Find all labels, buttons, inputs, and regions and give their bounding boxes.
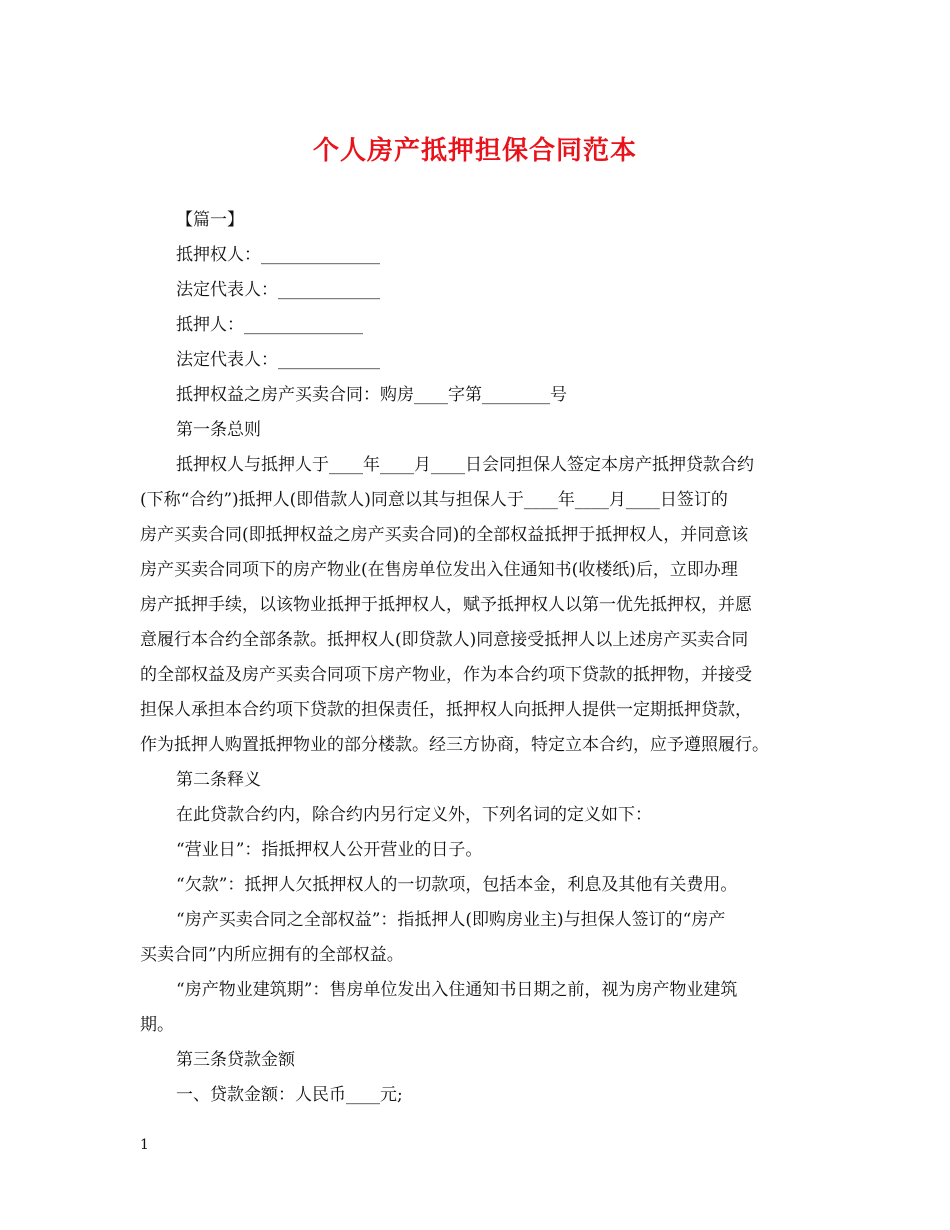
definition-business-day: “营业日”：指抵押权人公开营业的日子。	[176, 840, 483, 860]
article-two-heading: 第二条释义	[176, 770, 261, 790]
paragraph-line: 在此贷款合约内，除合约内另行定义外，下列名词的定义如下：	[176, 805, 652, 825]
article-three-heading: 第三条贷款金额	[176, 1050, 295, 1070]
document-body	[140, 203, 810, 1113]
mortgagee-field: 抵押权人：______________	[176, 245, 380, 265]
paragraph-line: 的全部权益及房产买卖合同项下房产物业，作为本合约项下贷款的抵押物，并接受	[140, 665, 752, 685]
purchase-contract-field: 抵押权益之房产买卖合同：购房____字第________号	[176, 385, 567, 405]
paragraph-line: 期。	[140, 1015, 174, 1035]
paragraph-line: 抵押权人与抵押人于____年____月____日会同担保人签定本房产抵押贷款合约	[176, 455, 754, 475]
mortgagee-representative-field: 法定代表人：____________	[176, 280, 380, 300]
paragraph-line: (下称“合约”)抵押人(即借款人)同意以其与担保人于____年____月____日签订的	[140, 490, 728, 510]
document-title: 个人房产抵押担保合同范本	[312, 136, 637, 166]
paragraph-line: 意履行本合约全部条款。抵押权人(即贷款人)同意接受抵押人以上述房产买卖合同	[140, 630, 749, 650]
loan-amount-field: 一、贷款金额：人民币____元;	[176, 1085, 403, 1105]
section-label: 【篇一】	[176, 210, 244, 230]
definition-arrears: “欠款”：抵押人欠抵押权人的一切款项，包括本金，利息及其他有关费用。	[176, 875, 738, 895]
paragraph-line: 买卖合同”内所应拥有的全部权益。	[140, 945, 404, 965]
mortgagor-representative-field: 法定代表人：____________	[176, 350, 380, 370]
paragraph-line: 房产抵押手续，以该物业抵押于抵押权人，赋予抵押权人以第一优先抵押权，并愿	[140, 595, 752, 615]
definition-construction-period: “房产物业建筑期”：售房单位发出入住通知书日期之前，视为房产物业建筑	[176, 980, 738, 1000]
page-number: 1	[140, 1137, 149, 1153]
mortgagor-field: 抵押人：______________	[176, 315, 363, 335]
paragraph-line: 房产买卖合同项下的房产物业(在售房单位发出入住通知书(收楼纸)后，立即办理	[140, 560, 738, 580]
paragraph-line: 房产买卖合同(即抵押权益之房产买卖合同)的全部权益抵押于抵押权人，并同意该	[140, 525, 749, 545]
paragraph-line: 担保人承担本合约项下贷款的担保责任，抵押权人向抵押人提供一定期抵押贷款，	[140, 700, 752, 720]
definition-contract-rights: “房产买卖合同之全部权益”：指抵押人(即购房业主)与担保人签订的“房产	[176, 910, 726, 930]
paragraph-line: 作为抵押人购置抵押物业的部分楼款。经三方协商，特定立本合约，应予遵照履行。	[140, 735, 769, 755]
article-one-heading: 第一条总则	[176, 420, 261, 440]
